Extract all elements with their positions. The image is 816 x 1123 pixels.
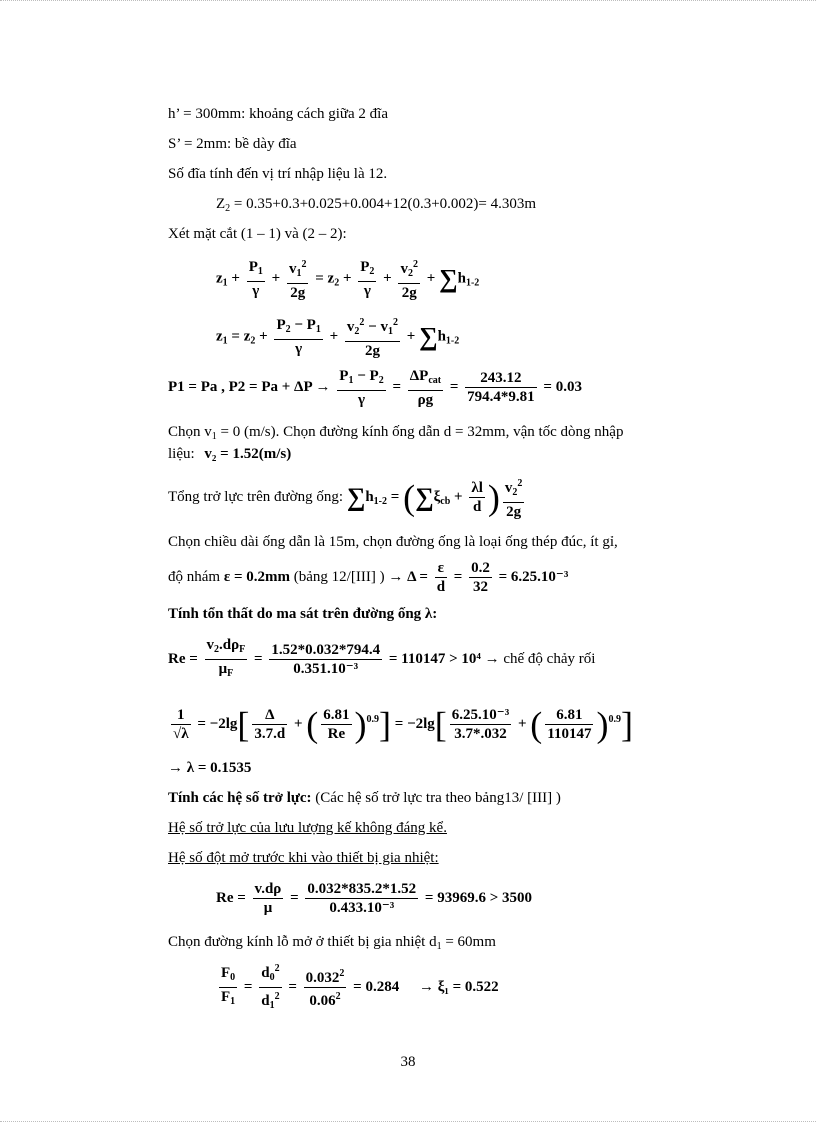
text-line-pipe-length: Chọn chiều dài ống dẫn là 15m, chọn đường ống là loại ống thép đúc, ít gỉ, (168, 534, 618, 550)
choose-v1-label: Chọn v (168, 424, 212, 440)
pressure-den: 794.4*9.81 (467, 389, 535, 406)
reynolds-1-den: 0.351.10⁻³ (293, 661, 359, 677)
hole-diameter-value: = 60mm (441, 934, 496, 950)
reynolds-1-num: 1.52*0.032*794.4 (271, 642, 381, 658)
reynolds-2-den: 0.433.10⁻³ (329, 900, 395, 917)
text-line-disc-count: Số đĩa tính đến vị trí nhập liệu là 12. (168, 166, 388, 182)
equation-z2 (216, 194, 536, 219)
roughness-label: độ nhám (168, 569, 221, 585)
v2-value: v₂ = 1.52(m/s) (204, 446, 292, 462)
z2-subscript: 2 (225, 203, 231, 214)
equation-bernoulli-rearranged: $z_1 = z_2$ + $\frac{P_2 - P_1}{\gamma}$ + $\frac{v_2^2 - v_1^2}{2g}$ + $\sum h_{1-2}$ (216, 314, 459, 362)
table-12-ref: (bảng 12/[III] ) (293, 569, 385, 585)
text-line-disc-spacing: h’ = 300mm: khoảng cách giữa 2 đĩa (168, 106, 389, 122)
equation-reynolds-2: Re = $\frac{v.d\rho}{\mu}$ = $\frac{0.032*835.2*1.52}{\text{0.433.10⁻³}}$ = 93969.6 > 3500 (216, 881, 533, 917)
equation-total-resistance: Tổng trở lực trên đường ống: $\sum h_{1-2} = (\sum\xi_{cb}$ + $\frac{\lambda l}{d}$ ) $\frac{v_2^2}{2g}$ (168, 474, 527, 525)
reynolds-2-num: 0.032*835.2*1.52 (307, 881, 417, 898)
equation-roughness: độ nhám ε = 0.2mm (bảng 12/[III] ) → Δ = $\frac{\varepsilon}{d}$ = $\frac{0.2}{32}$ = 6.25.10⁻³ (168, 560, 569, 596)
z2-label: Z (216, 196, 226, 212)
equation-bernoulli: $z_1$ + $\frac{P_1}{\gamma}$ + $\frac{v_1^2}{2g}$ = $z_2$ + $\frac{P_2}{\gamma}$ + $\frac{v_2^2}{2g}$ + $\sum h_{1-2}$ (216, 256, 479, 304)
feed-label: liệu: (168, 446, 195, 462)
pressure-num: 243.12 (465, 369, 537, 388)
area-ratio-result: = 0.284 (353, 978, 400, 995)
delta-result: = 6.25.10⁻³ (498, 569, 569, 585)
xi-result: → ξ₁ = 0.522 (418, 978, 499, 995)
text-line-feed-velocity (168, 444, 291, 464)
equation-reynolds-1: Re = $v_2.d\rho_F$ $\mu_F$ = $\frac{1.52*0.032*794.4}{\text{0.351.10⁻³}}$ = 110147 > 10⁴ → chế độ chảy rối (168, 637, 596, 679)
text-line-disc-thickness: S’ = 2mm: bề dày đĩa (168, 136, 297, 152)
total-resistance-label: Tổng trở lực trên đường ống: (168, 489, 344, 505)
text-line-cross-section: Xét mặt cắt (1 – 1) và (2 – 2): (168, 226, 347, 242)
equation-colebrook: $\frac{1}{√\lambda}$ = −2lg[ $\frac{\Delta}{3.7.d}$ + ( $\frac{6.81}{Re}$ )$^{0.9}$] = −2lg[ $\frac{\text{6.25.10⁻³}}{3.7*.032}$ + ( $\frac{6.81}{110147}$ )$^{0.9}$] (173, 704, 633, 745)
text-line-choose-v1: Chọn $v_1 = 0$ (m/s). Chọn đường kính ống dẫn d = 32mm, vận tốc dòng nhập (168, 424, 624, 442)
text-line-hole-diameter: Chọn đường kính lỗ mở ở thiết bị gia nhiệt $d_1 = 60mm$ (168, 934, 496, 952)
reynolds-2-result: = 93969.6 > 3500 (424, 890, 533, 906)
pressure-lhs: P1 = Pa , P2 = Pa + ΔP → (168, 379, 331, 395)
page-top-border (0, 0, 816, 1)
page-bottom-border (0, 1121, 816, 1122)
z2-expression: = 0.35+0.3+0.025+0.004+12(0.3+0.002)= 4.303m (230, 196, 537, 212)
text-sudden-expansion: Hệ số đột mở trước khi vào thiết bị gia nhiệt: (168, 850, 439, 866)
page-number: 38 (400, 1054, 416, 1070)
pressure-result: = 0.03 (543, 379, 582, 395)
lambda-result: → λ = 0.1535 (168, 760, 252, 776)
flow-regime: chế độ chảy rối (503, 650, 596, 667)
reynolds-1-result: = 110147 > 10⁴ → (388, 650, 500, 667)
choose-v1-rest: = 0 (m/s). Chọn đường kính ống dẫn d = 32mm, vận tốc dòng nhập (216, 424, 624, 440)
epsilon-value: ε = 0.2mm (223, 569, 291, 585)
equation-pressure: P1 = Pa , P2 = Pa + ΔP → $\frac{P_1 - P_2}{\gamma}$ = $\Delta P_{cat}$ ρg = $\frac{243.12}{794.4*9.81}$ = 0.03 (168, 367, 582, 408)
heading-friction-loss: Tính tổn thất do ma sát trên đường ống λ: (168, 606, 438, 622)
hole-diameter-label: Chọn đường kính lỗ mở ở thiết bị gia nhiệt d (168, 934, 437, 950)
equation-area-ratio: $\frac{F_0}{F_1}$ = $\frac{d_0^2}{d_1^2}$ = $\frac{0.032^2}{0.06^2}$ = 0.284 → ξ₁ = 0.522 (216, 960, 499, 1015)
text-flowmeter-coeff: Hệ số trở lực của lưu lượng kế không đáng kể. (168, 820, 447, 836)
resistance-coeffs-rest: (Các hệ số trở lực tra theo bảng13/ [III] ) (311, 790, 561, 806)
resistance-coeffs-bold: Tính các hệ số trở lực: (168, 790, 312, 806)
heading-resistance-coeffs (168, 788, 561, 808)
